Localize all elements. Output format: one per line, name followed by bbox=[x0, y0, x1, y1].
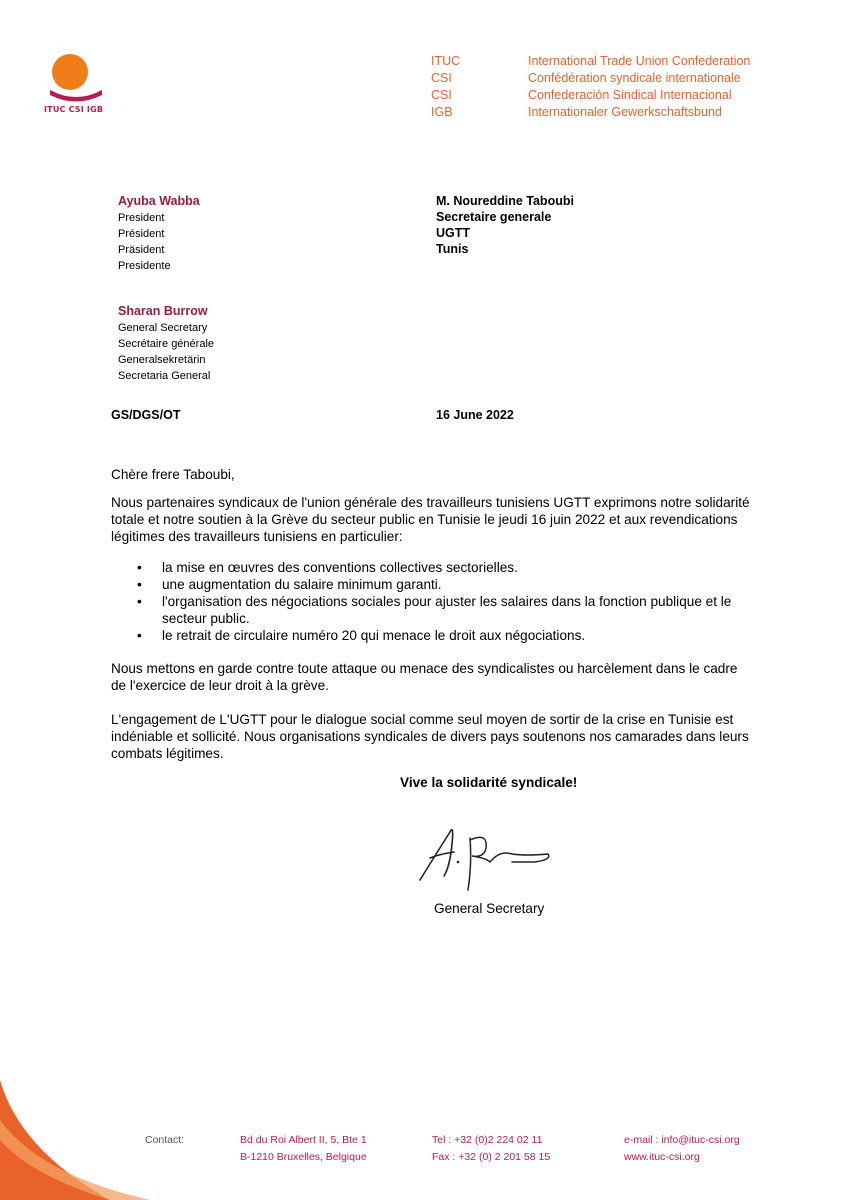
org-abbr-igb: IGB bbox=[431, 105, 453, 119]
gensec-title-fr: Secrétaire générale bbox=[118, 338, 215, 350]
paragraph-2: Nous mettons en garde contre toute attaque ou menace des syndicalistes ou harcèlement dans le cadre de l'exercice de leur droit à la grève. bbox=[111, 661, 738, 693]
org-name-fr: Confédération syndicale internationale bbox=[528, 71, 741, 85]
footer-address-line-2: B-1210 Bruxelles, Belgique bbox=[240, 1151, 367, 1163]
handwritten-signature bbox=[414, 814, 554, 894]
president-title-en: President bbox=[118, 212, 165, 224]
footer-phone bbox=[432, 1132, 550, 1166]
recipient-title: Secretaire generale bbox=[436, 210, 552, 224]
bullet-icon: • bbox=[137, 577, 142, 592]
bullet-icon: • bbox=[137, 594, 142, 609]
reference-code: GS/DGS/OT bbox=[111, 408, 181, 422]
letter-date: 16 June 2022 bbox=[436, 408, 514, 422]
org-name-de: Internationaler Gewerkschaftsbund bbox=[528, 105, 722, 119]
list-item: • l'organisation des négociations sociales pour ajuster les salaires dans la fonction publique et le secteur public. bbox=[137, 594, 732, 626]
footer-address bbox=[240, 1132, 367, 1166]
footer-fax: Fax : +32 (0) 2 201 58 15 bbox=[432, 1151, 551, 1163]
footer-website[interactable]: www.ituc-csi.org bbox=[624, 1151, 700, 1163]
org-abbr-ituc: ITUC bbox=[431, 54, 461, 68]
footer-web bbox=[624, 1132, 740, 1166]
gensec-title-es: Secretaria General bbox=[118, 370, 211, 382]
president-title-es: Presidente bbox=[118, 260, 171, 272]
footer-tel: Tel : +32 (0)2 224 02 11 bbox=[432, 1134, 543, 1146]
president-title-de: Präsident bbox=[118, 244, 165, 256]
recipient-name: M. Noureddine Taboubi bbox=[436, 194, 574, 208]
president-title-fr: Président bbox=[118, 228, 165, 240]
salutation: Chère frere Taboubi, bbox=[111, 467, 235, 482]
logo-text: ITUC CSI IGB bbox=[44, 105, 104, 114]
gensec-title-en: General Secretary bbox=[118, 322, 208, 334]
bullet-icon: • bbox=[137, 560, 142, 575]
org-name-en: International Trade Union Confederation bbox=[528, 54, 751, 68]
org-abbr-csi-es: CSI bbox=[431, 88, 452, 102]
footer-email[interactable]: e-mail : info@ituc-csi.org bbox=[624, 1134, 740, 1146]
closing-line: Vive la solidarité syndicale! bbox=[400, 775, 578, 790]
list-item: • le retrait de circulaire numéro 20 qui menace le droit aux négociations. bbox=[137, 628, 586, 643]
footer-swoosh-graphic bbox=[0, 1080, 160, 1200]
gensec-name: Sharan Burrow bbox=[118, 304, 208, 318]
gensec-title-de: Generalsekretärin bbox=[118, 354, 206, 366]
recipient-org: UGTT bbox=[436, 226, 471, 240]
paragraph-1: Nous partenaires syndicaux de l'union générale des travailleurs tunisiens UGTT exprimons notre solidarité totale et notre soutien à la Grève du secteur public en Tunisie le jeudi 16 juin 2022 et aux revendications légitimes des travailleurs tunisiens en particulier: bbox=[111, 495, 750, 544]
list-item: • une augmentation du salaire minimum garanti. bbox=[137, 577, 442, 592]
org-name-es: Confederación Sindical Internacional bbox=[528, 88, 732, 102]
president-name: Ayuba Wabba bbox=[118, 194, 200, 208]
paragraph-3: L'engagement de L'UGTT pour le dialogue social comme seul moyen de sortir de la crise en Tunisie est indéniable et sollicité. Nous organisations syndicales de divers pays soutenons nos camarades dans leurs combats légitimes. bbox=[111, 712, 749, 761]
footer-contact-label: Contact: bbox=[145, 1134, 185, 1146]
recipient-city: Tunis bbox=[436, 242, 469, 256]
footer-address-line-1: Bd du Roi Albert II, 5, Bte 1 bbox=[240, 1134, 367, 1146]
demands-list bbox=[111, 559, 751, 644]
list-item: • la mise en œuvres des conventions collectives sectorielles. bbox=[137, 560, 518, 575]
bullet-icon: • bbox=[137, 628, 142, 643]
org-abbr-csi-fr: CSI bbox=[431, 71, 452, 85]
signature-title: General Secretary bbox=[434, 901, 545, 916]
